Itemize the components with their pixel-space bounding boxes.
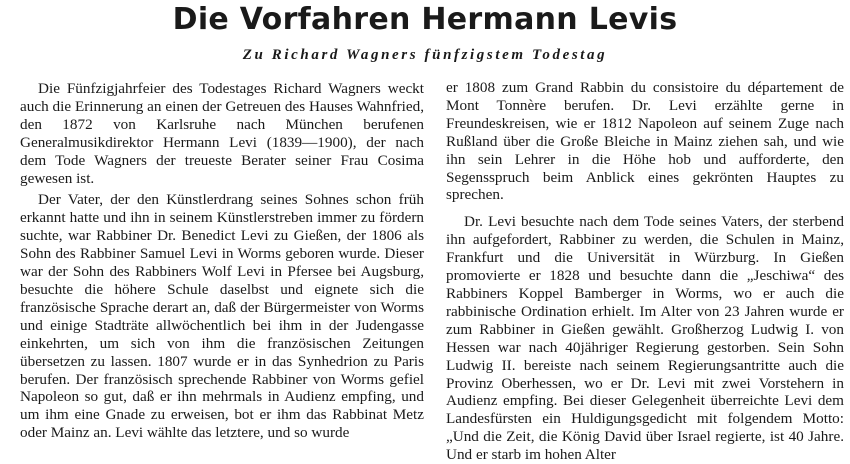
right-paragraph-1: er 1808 zum Grand Rabbin du consistoire du département de Mont Tonnère berufen. Dr. Levi erzählte gerne in Freundeskreisen, wie er 1812 Napoleon auf seinem Zuge nach Rußland über die Große Bleiche in Mainz ziehen sah, und wie ihn sein Lehrer in die Höhe hob und aufforderte, den Segensspruch beim Anblick eines gekrönten Hauptes zu sprechen. bbox=[446, 79, 844, 204]
left-column bbox=[20, 80, 424, 442]
left-paragraph-1: Die Fünfzigjahrfeier des Todestages Richard Wagners weckt auch die Erinnerung an einen der Getreuen des Hauses Wahnfried, den 1872 von Karlsruhe nach München berufenen Generalmusikdirektor Hermann Levi (1839—1900), der nach dem Tode Wagners der treueste Berater seiner Frau Cosima gewesen ist. bbox=[20, 80, 424, 187]
right-column bbox=[446, 79, 844, 464]
left-paragraph-2: Der Vater, der den Künstlerdrang seines Sohnes schon früh erkannt hatte und ihn in seinem Künstlerstreben immer zu fördern suchte, war Rabbiner Dr. Benedict Levi zu Gießen, der 1806 als Sohn des Rabbiner Samuel Levi in Worms geboren wurde. Dieser war der Sohn des Rabbiners Wolf Levi in Pfersee bei Augsburg, besuchte die höhere Schule daselbst und eignete sich die französische Sprache derart an, daß der Bürgermeister von Worms und einige Stadträte allwöchentlich bei ihm in der Judengasse einkehrten, um sich von ihm die französischen Zeitungen übersetzen zu lassen. 1807 wurde er in das Synhedrion zu Paris berufen. Der französisch sprechende Rabbiner von Worms gefiel Napoleon so gut, daß er ihn mehrmals in Audienz empfing, und um ihm eine Gnade zu erweisen, bot er ihm das Rabbinat Metz oder Mainz an. Levi wählte das letztere, und so wurde bbox=[20, 191, 424, 442]
article-subtitle: Zu Richard Wagners fünfzigstem Todestag bbox=[242, 47, 608, 63]
right-paragraph-2: Dr. Levi besuchte nach dem Tode seines Vaters, der sterbend ihn aufgefordert, Rabbiner zu werden, die Schulen in Mainz, Frankfurt und die Universität in Würzburg. In Gießen promovierte er 1828 und besuchte dann die „Jeschiwa“ des Rabbiners Koppel Bamberger in Worms, wo er auch die rabbinische Ordination erhielt. Im Alter von 23 Jahren wurde er zum Rabbiner in Gießen gewählt. Großherzog Ludwig I. von Hessen war nach 40jähriger Regierung gestorben. Sein Sohn Ludwig II. bereiste nach seinem Regierungsantritte auch die Provinz Oberhessen, wo er Dr. Levi mit zwei Vorstehern in Audienz empfing. Bei dieser Gelegenheit überreichte Levi dem Landesfürsten ein Huldigungsgedicht mit folgendem Motto: „Und die Zeit, die König David über Israel regierte, ist 40 Jahre. Und er starb im hohen Alter bbox=[446, 213, 844, 464]
article-title: Die Vorfahren Hermann Levis bbox=[172, 2, 678, 37]
